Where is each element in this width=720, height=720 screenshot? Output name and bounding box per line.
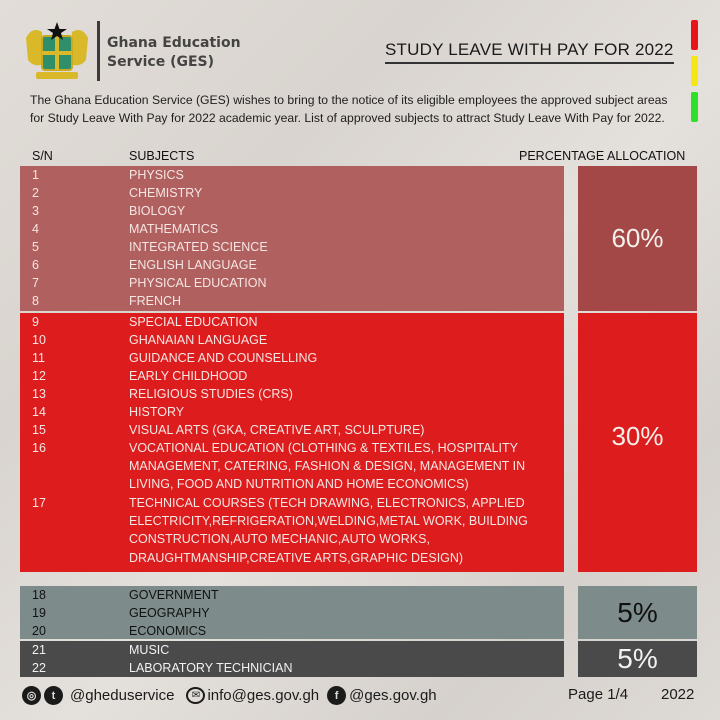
subject-group-5a bbox=[20, 586, 564, 639]
footer-year: 2022 bbox=[661, 686, 695, 703]
row-subject: RELIGIOUS STUDIES (CRS) bbox=[129, 387, 293, 401]
row-sn: 5 bbox=[32, 240, 39, 254]
ghana-coat-of-arms-logo bbox=[22, 20, 92, 82]
row-sn: 7 bbox=[32, 276, 39, 290]
row-subject: GEOGRAPHY bbox=[129, 606, 210, 620]
percentage-5-a: 5% bbox=[578, 586, 697, 639]
twitter-icon: t bbox=[44, 686, 63, 705]
column-header-percentage: PERCENTAGE ALLOCATION bbox=[519, 149, 686, 163]
subject-group-30 bbox=[20, 313, 564, 572]
intro-paragraph: The Ghana Education Service (GES) wishes to bring to the notice of its eligible employees the approved subject areas for Study Leave With Pay for 2022 academic year. List of approved subjects to attract Study Leave With Pay for 2022. bbox=[30, 93, 668, 125]
row-sn: 3 bbox=[32, 204, 39, 218]
row-subject: CHEMISTRY bbox=[129, 186, 203, 200]
row-sn: 1 bbox=[32, 168, 39, 182]
row-subject: HISTORY bbox=[129, 405, 185, 419]
email-icon: ✉ bbox=[186, 687, 205, 704]
subject-name: VOCATIONAL EDUCATION bbox=[129, 441, 285, 455]
org-name-line-2: Service (GES) bbox=[107, 54, 215, 70]
row-subject: GHANAIAN LANGUAGE bbox=[129, 333, 268, 347]
page-title: STUDY LEAVE WITH PAY FOR 2022 bbox=[385, 40, 674, 64]
column-header-sn: S/N bbox=[32, 149, 53, 163]
row-sn: 4 bbox=[32, 222, 39, 236]
flag-stripe-red bbox=[691, 20, 698, 50]
row-sn: 18 bbox=[32, 588, 46, 602]
row-subject: EARLY CHILDHOOD bbox=[129, 369, 248, 383]
row-sn: 2 bbox=[32, 186, 39, 200]
facebook-link[interactable]: @ges.gov.gh bbox=[349, 687, 437, 704]
subject-detail: (TECH DRAWING, ELECTRONICS, APPLIED ELECTRICITY,REFRIGERATION,WELDING,METAL WORK, BUILDING CONSTRUCTION,AUTO MECHANIC,AUTO WORKS, DRAUGHTMANSHIP,CREATIVE ARTS,GRAPHIC DESIGN) bbox=[129, 496, 528, 565]
row-subject: BIOLOGY bbox=[129, 204, 186, 218]
row-subject: LABORATORY TECHNICIAN bbox=[129, 661, 293, 675]
row-sn: 21 bbox=[32, 643, 46, 657]
row-subject: GUIDANCE AND COUNSELLING bbox=[129, 351, 318, 365]
row-sn: 12 bbox=[32, 369, 46, 383]
row-sn: 11 bbox=[32, 351, 45, 365]
subject-group-5b bbox=[20, 641, 564, 677]
row-subject bbox=[129, 421, 549, 439]
percentage-60: 60% bbox=[578, 166, 697, 311]
footer-social bbox=[22, 686, 437, 705]
row-subject: ECONOMICS bbox=[129, 624, 207, 638]
row-subject: MUSIC bbox=[129, 643, 170, 657]
row-sn: 20 bbox=[32, 624, 46, 638]
row-sn: 16 bbox=[32, 441, 46, 455]
row-sn: 17 bbox=[32, 496, 46, 510]
org-name-line-1: Ghana Education bbox=[107, 35, 241, 51]
facebook-icon: f bbox=[327, 686, 346, 705]
row-subject: ENGLISH LANGUAGE bbox=[129, 258, 257, 272]
page-number: Page 1/4 bbox=[568, 686, 629, 703]
column-header-subjects: SUBJECTS bbox=[129, 149, 195, 163]
row-subject: SPECIAL EDUCATION bbox=[129, 315, 258, 329]
row-subject bbox=[129, 494, 549, 567]
row-sn: 14 bbox=[32, 405, 46, 419]
row-sn: 22 bbox=[32, 661, 46, 675]
row-sn: 13 bbox=[32, 387, 46, 401]
subject-detail: (GKA, CREATIVE ART, SCULPTURE) bbox=[208, 423, 425, 437]
email-link[interactable]: info@ges.gov.gh bbox=[207, 687, 320, 704]
row-subject: GOVERNMENT bbox=[129, 588, 219, 602]
row-subject bbox=[129, 439, 549, 494]
row-sn: 9 bbox=[32, 315, 39, 329]
row-subject: FRENCH bbox=[129, 294, 182, 308]
row-sn: 8 bbox=[32, 294, 39, 308]
percentage-30: 30% bbox=[611, 421, 664, 451]
row-sn: 10 bbox=[32, 333, 46, 347]
subject-name: VISUAL ARTS bbox=[129, 423, 209, 437]
subject-detail: (CLOTHING & TEXTILES, HOSPITALITY MANAGEMENT, CATERING, FASHION & DESIGN, MANAGEMENT IN LIVING, FOOD AND NUTRITION AND HOME ECONOMICS) bbox=[129, 441, 526, 492]
row-sn: 15 bbox=[32, 423, 46, 437]
instagram-icon: ◎ bbox=[22, 686, 41, 705]
row-subject: MATHEMATICS bbox=[129, 222, 219, 236]
row-subject: INTEGRATED SCIENCE bbox=[129, 240, 268, 254]
row-sn: 19 bbox=[32, 606, 46, 620]
flag-stripe-yellow bbox=[691, 56, 698, 86]
subject-name: TECHNICAL COURSES bbox=[129, 496, 265, 510]
header-divider bbox=[97, 21, 100, 81]
percentage-30-box bbox=[578, 313, 697, 572]
social-handle[interactable]: @gheduservice bbox=[70, 687, 175, 704]
organization-name bbox=[107, 34, 241, 72]
flag-stripe-green bbox=[691, 92, 698, 122]
row-sn: 6 bbox=[32, 258, 39, 272]
percentage-5-b: 5% bbox=[578, 641, 697, 677]
subject-group-60 bbox=[20, 166, 564, 311]
row-subject: PHYSICS bbox=[129, 168, 184, 182]
row-subject: PHYSICAL EDUCATION bbox=[129, 276, 267, 290]
